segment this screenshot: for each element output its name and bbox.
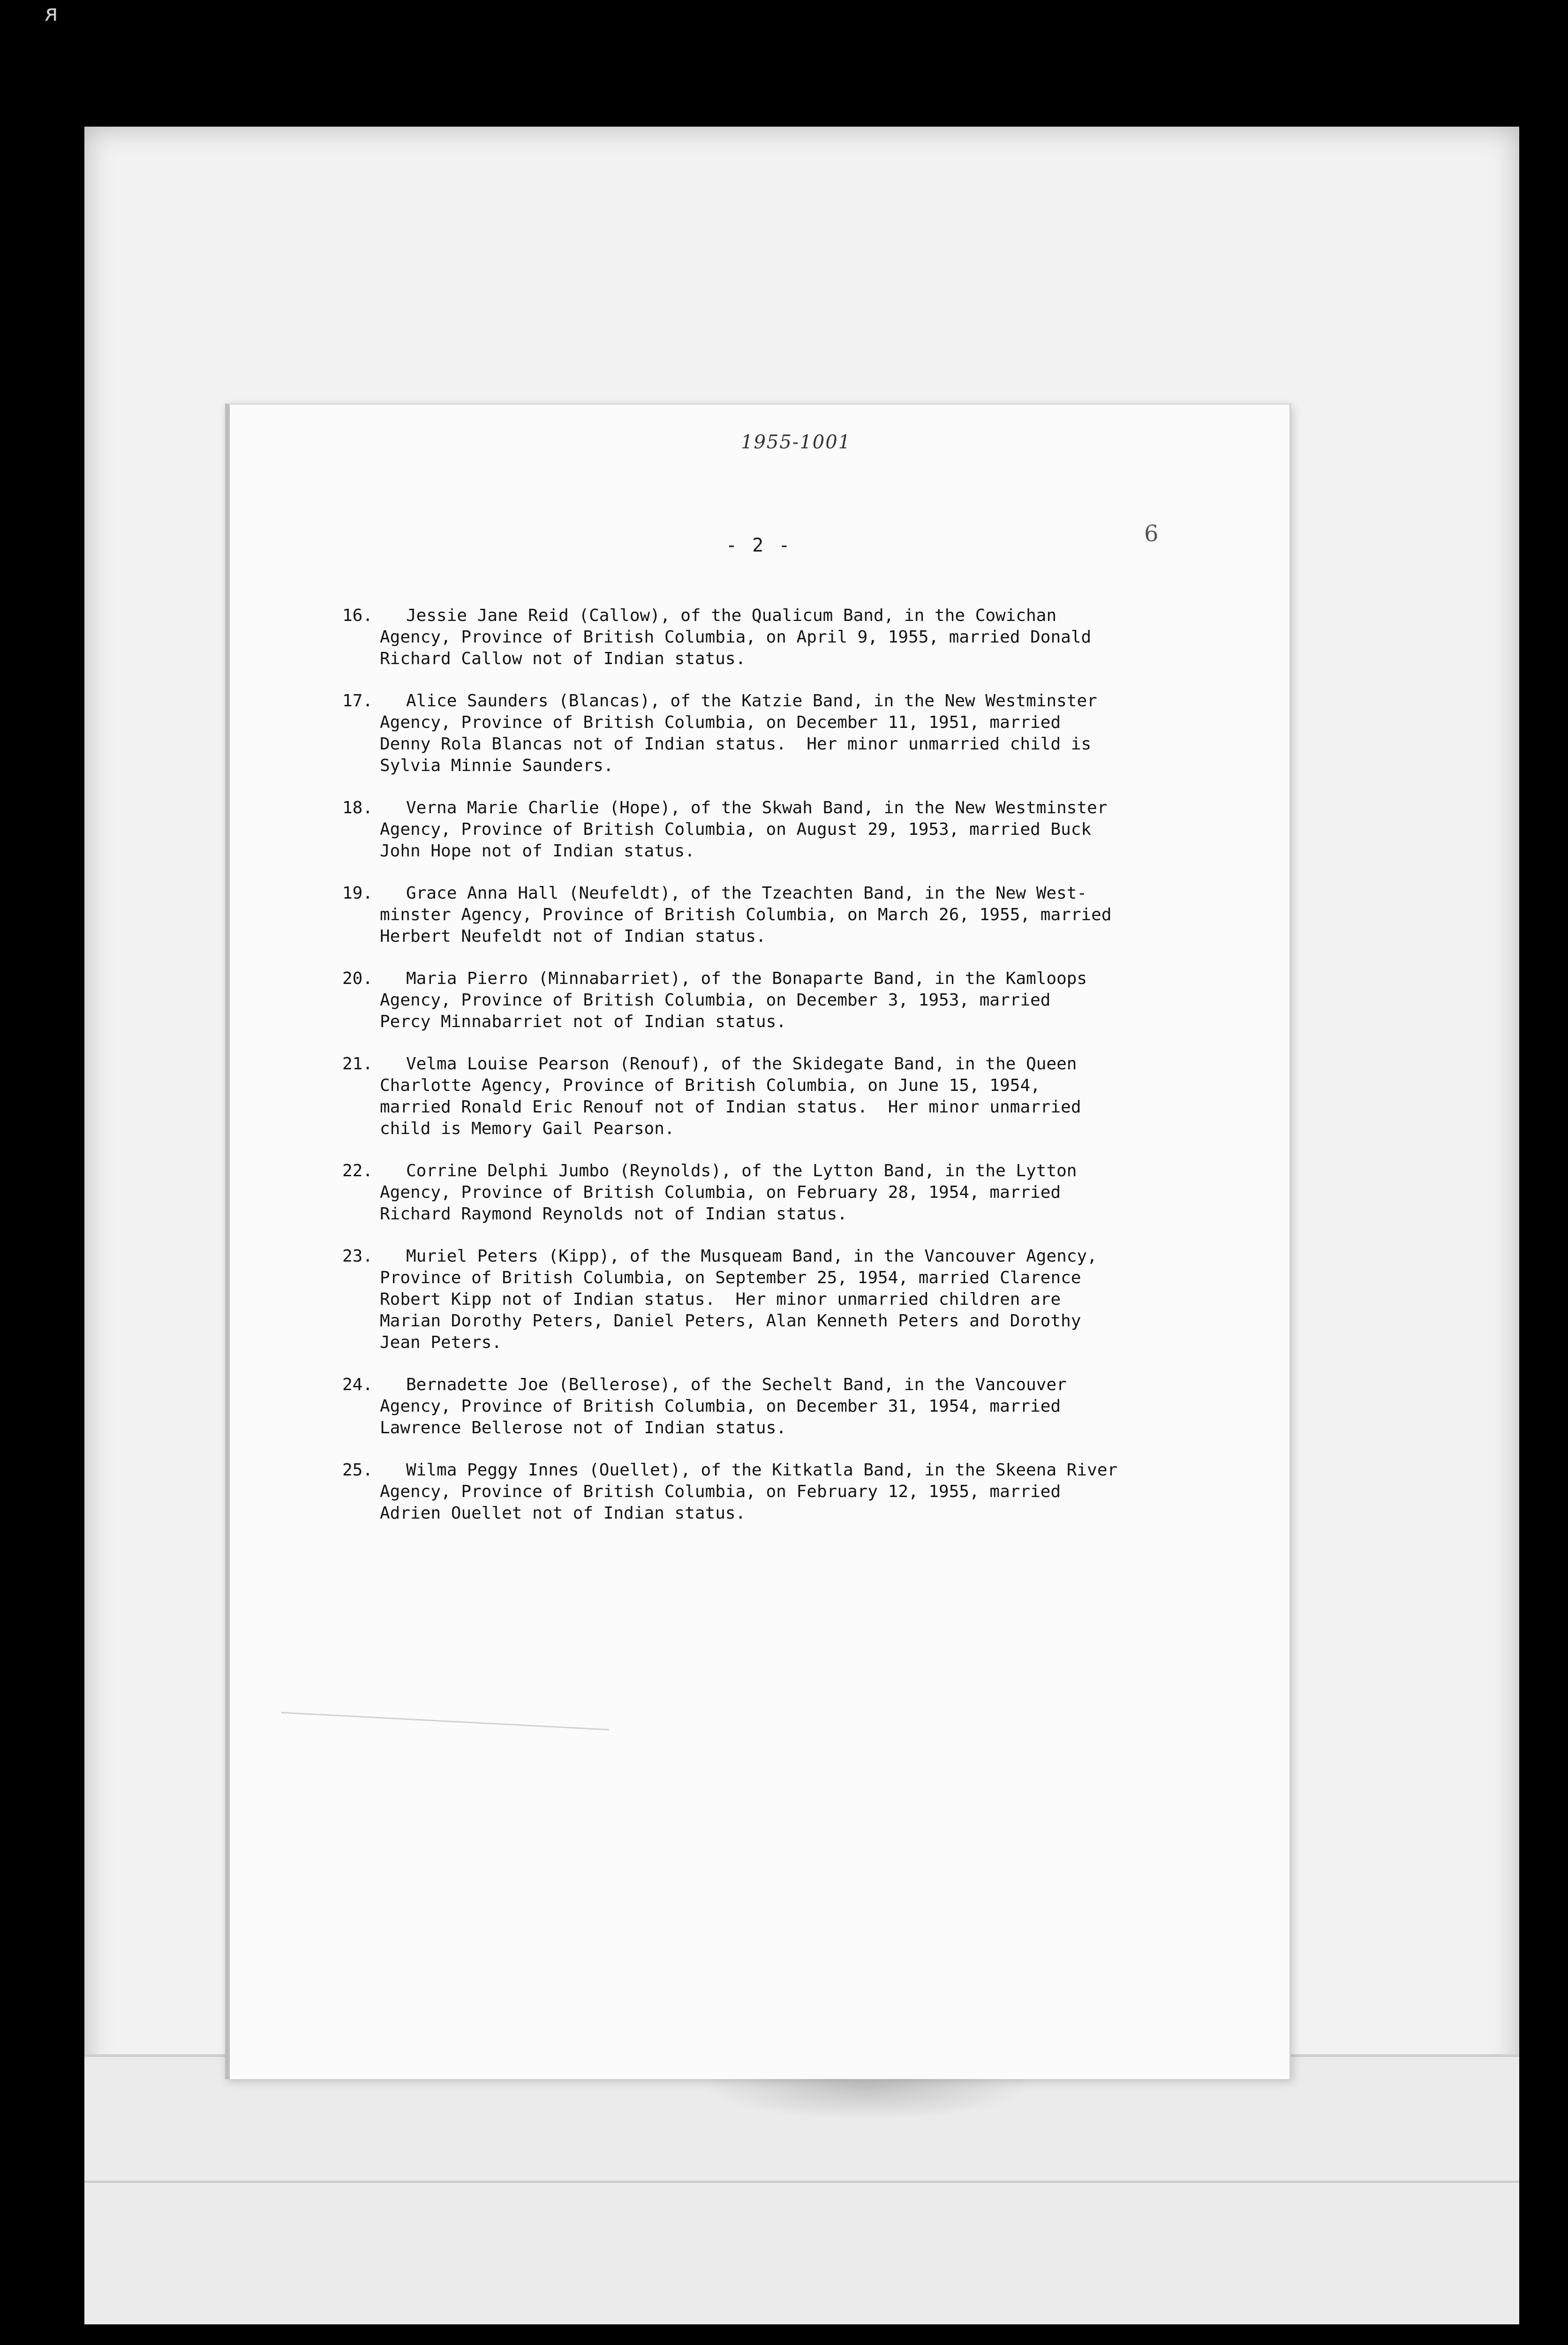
entry-number: 21. [342, 1054, 373, 1074]
entry-text-line: Agency, Province of British Columbia, on April 9, 1955, married Donald [380, 628, 1092, 647]
entry-number: 20. [342, 969, 373, 988]
entry-text-line: Corrine Delphi Jumbo (Reynolds), of the Lytton Band, in the Lytton [406, 1161, 1077, 1180]
entry-text-line: child is Memory Gail Pearson. [380, 1119, 675, 1138]
entry-text-line: John Hope not of Indian status. [380, 841, 695, 861]
entry-text-line: Percy Minnabarriet not of Indian status. [380, 1012, 786, 1031]
entry-text-line: Grace Anna Hall (Neufeldt), of the Tzeachten Band, in the New West- [406, 884, 1087, 903]
entry-text-line: Sylvia Minnie Saunders. [380, 756, 614, 775]
entry-text-line: Adrien Ouellet not of Indian status. [380, 1504, 746, 1523]
entry-number: 25. [342, 1460, 373, 1480]
entry-text-line: Denny Rola Blancas not of Indian status. Her minor unmarried child is [380, 734, 1092, 754]
entry-text-line: Agency, Province of British Columbia, on August 29, 1953, married Buck [380, 820, 1092, 839]
entry-text-line: Richard Callow not of Indian status. [380, 649, 746, 668]
entry-number: 16. [342, 606, 373, 625]
entry-text-line: Agency, Province of British Columbia, on February 28, 1954, married [380, 1183, 1061, 1202]
entry-number: 24. [342, 1375, 373, 1394]
entry-number: 19. [342, 884, 373, 903]
list-item [342, 1460, 1214, 1524]
corner-mark: ᴙ [45, 0, 58, 26]
entry-text-line: Verna Marie Charlie (Hope), of the Skwah Band, in the New Westminster [406, 798, 1108, 817]
page-number: - 2 - [726, 535, 792, 556]
entry-text-line: Charlotte Agency, Province of British Columbia, on June 15, 1954, [380, 1076, 1040, 1095]
entry-text-line: Agency, Province of British Columbia, on December 3, 1953, married [380, 991, 1051, 1010]
entry-text-line: Jessie Jane Reid (Callow), of the Qualicum Band, in the Cowichan [406, 606, 1057, 625]
handwritten-file-reference: 1955-1001 [741, 431, 852, 453]
list-item [342, 605, 1214, 670]
entry-text-line: minster Agency, Province of British Columbia, on March 26, 1955, married [380, 905, 1112, 924]
list-item [342, 1374, 1214, 1439]
entry-text-line: Herbert Neufeldt not of Indian status. [380, 927, 766, 946]
entry-text-line: Agency, Province of British Columbia, on December 31, 1954, married [380, 1397, 1061, 1416]
entry-text-line: Richard Raymond Reynolds not of Indian status. [380, 1204, 847, 1224]
entry-text-line: Agency, Province of British Columbia, on December 11, 1951, married [380, 713, 1061, 732]
entry-text-line: Lawrence Bellerose not of Indian status. [380, 1418, 786, 1437]
entry-text-line: Muriel Peters (Kipp), of the Musqueam Band, in the Vancouver Agency, [406, 1247, 1097, 1266]
sheet-fold-line [84, 2181, 1519, 2183]
entry-text-line: Maria Pierro (Minnabarriet), of the Bonaparte Band, in the Kamloops [406, 969, 1087, 988]
entry-text-line: married Ronald Eric Renouf not of Indian status. Her minor unmarried [380, 1097, 1081, 1117]
entry-text-line: Wilma Peggy Innes (Ouellet), of the Kitkatla Band, in the Skeena River [406, 1460, 1118, 1480]
list-item [342, 968, 1214, 1033]
entry-text-line: Robert Kipp not of Indian status. Her minor unmarried children are [380, 1290, 1061, 1309]
entry-list [342, 605, 1214, 1545]
entry-text-line: Province of British Columbia, on September 25, 1954, married Clarence [380, 1268, 1081, 1287]
entry-text-line: Alice Saunders (Blancas), of the Katzie Band, in the New Westminster [406, 691, 1097, 711]
list-item [342, 1246, 1214, 1354]
entry-text-line: Marian Dorothy Peters, Daniel Peters, Alan Kenneth Peters and Dorothy [380, 1311, 1081, 1331]
list-item [342, 690, 1214, 777]
list-item [342, 797, 1214, 862]
list-item [342, 1053, 1214, 1140]
entry-number: 18. [342, 798, 373, 817]
entry-number: 22. [342, 1161, 373, 1180]
entry-number: 23. [342, 1247, 373, 1266]
entry-number: 17. [342, 691, 373, 711]
corner-annotation: 6 [1144, 521, 1159, 547]
entry-text-line: Bernadette Joe (Bellerose), of the Sechelt Band, in the Vancouver [406, 1375, 1067, 1394]
entry-text-line: Agency, Province of British Columbia, on February 12, 1955, married [380, 1482, 1061, 1501]
list-item [342, 1160, 1214, 1225]
entry-text-line: Velma Louise Pearson (Renouf), of the Skidegate Band, in the Queen [406, 1054, 1077, 1074]
entry-text-line: Jean Peters. [380, 1333, 502, 1352]
list-item [342, 883, 1214, 947]
